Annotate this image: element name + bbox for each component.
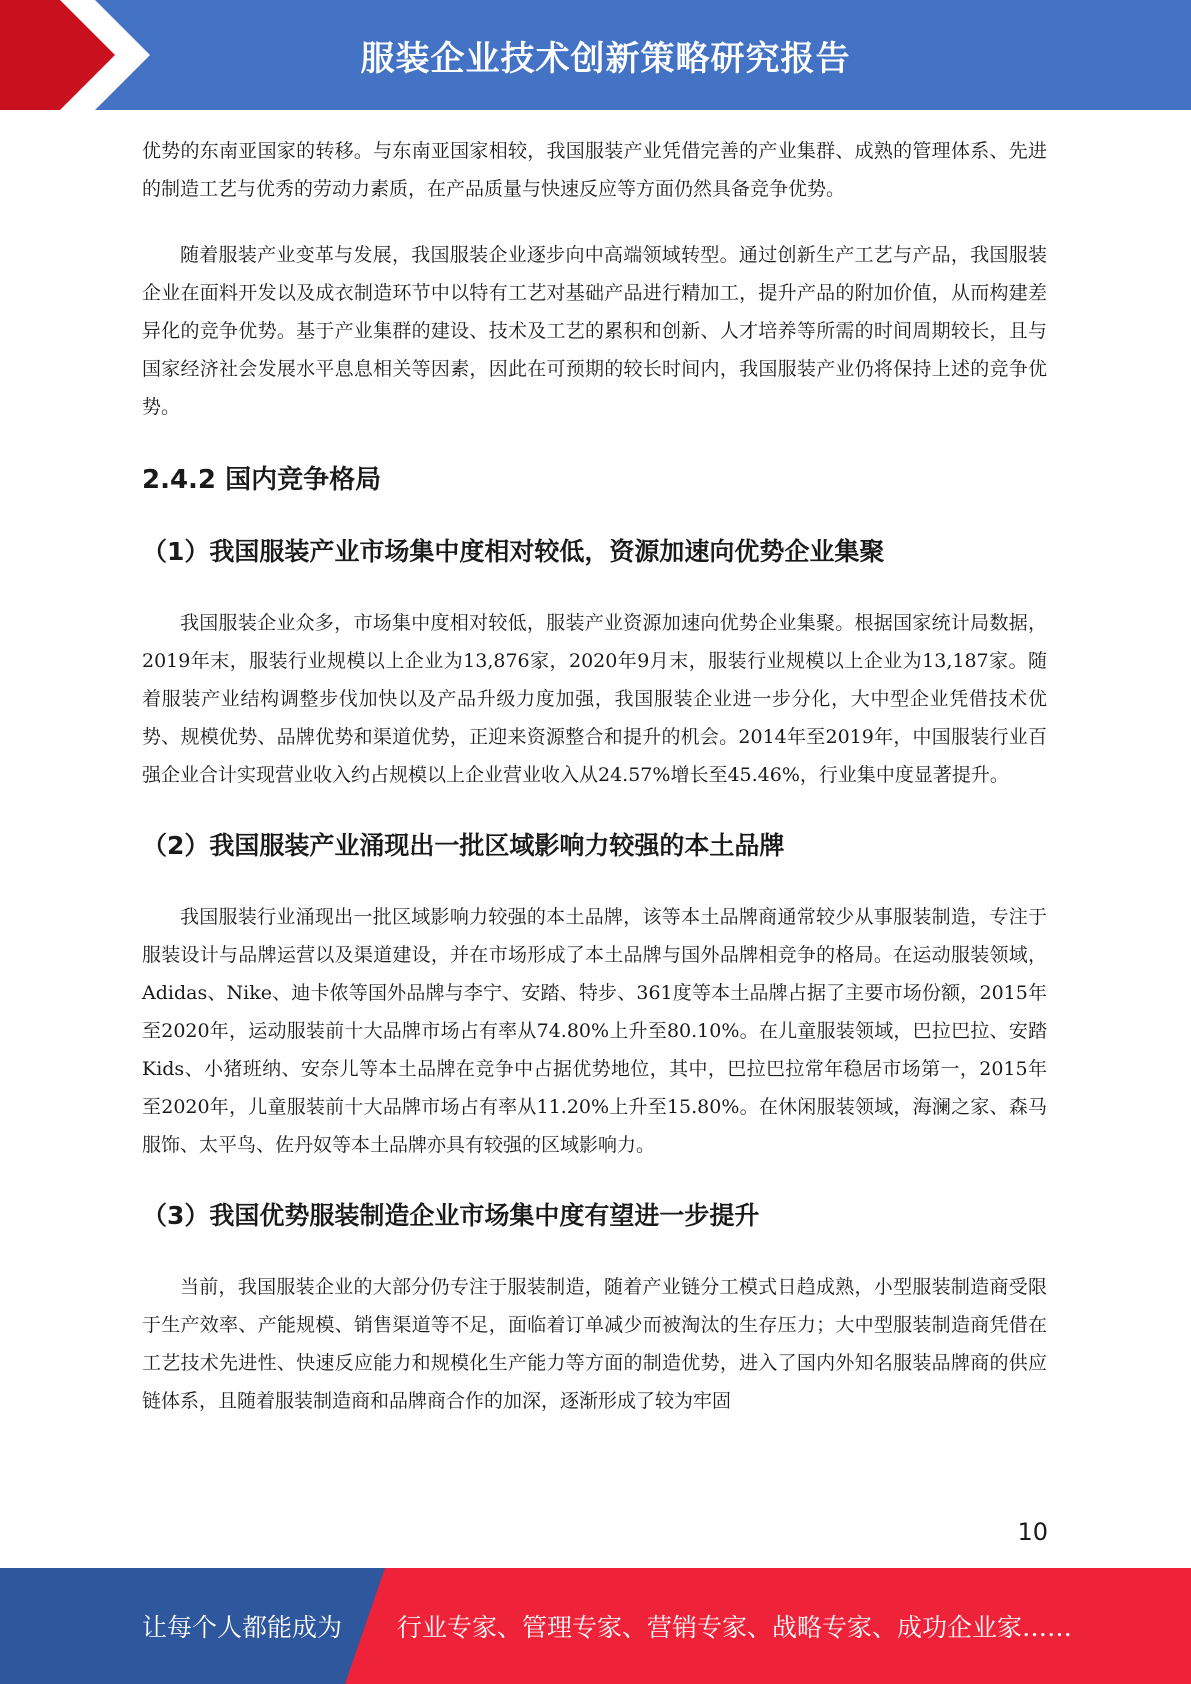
page-footer [0,1568,1191,1684]
document-title: 服装企业技术创新策略研究报告 [360,38,851,79]
paragraph-intro-2: 随着服装产业变革与发展，我国服装企业逐步向中高端领域转型。通过创新生产工艺与产品，我国服装企业在面料开发以及成衣制造环节中以特有工艺对基础产品进行精加工，提升产品的附加价值，从而构建差异化的竞争优势。基于产业集群的建设、技术及工艺的累积和创新、人才培养等所需的时间周期较长，且与国家经济社会发展水平息息相关等因素，因此在可预期的较长时间内，我国服装产业仍将保持上述的竞争优势。 [142,244,1047,418]
subsection-heading-2: （2）我国服装产业涌现出一批区域影响力较强的本土品牌 [142,831,785,860]
page-number: 10 [1017,1518,1048,1546]
footer-slogan-right: 行业专家、管理专家、营销专家、战略专家、成功企业家…… [397,1613,1073,1642]
paragraph-intro-1: 优势的东南亚国家的转移。与东南亚国家相较，我国服装产业凭借完善的产业集群、成熟的管理体系、先进的制造工艺与优秀的劳动力素质，在产品质量与快速反应等方面仍然具备竞争优势。 [142,140,1047,200]
subsection-body-2: 我国服装行业涌现出一批区域影响力较强的本土品牌，该等本土品牌商通常较少从事服装制造，专注于服装设计与品牌运营以及渠道建设，并在市场形成了本土品牌与国外品牌相竞争的格局。在运动服装领域，Adidas、Nike、迪卡侬等国外品牌与李宁、安踏、特步、361度等本土品牌占据了主要市场份额，2015年至2020年，运动服装前十大品牌市场占有率从74.80%上升至80.10%。在儿童服装领域，巴拉巴拉、安踏Kids、小猪班纳、安奈儿等本土品牌在竞争中占据优势地位，其中，巴拉巴拉常年稳居市场第一，2015年至2020年，儿童服装前十大品牌市场占有率从11.20%上升至15.80%。在休闲服装领域，海澜之家、森马服饰、太平鸟、佐丹奴等本土品牌亦具有较强的区域影响力。 [142,906,1047,1156]
page-header [0,0,1191,110]
section-heading: 2.4.2 国内竞争格局 [142,465,382,495]
subsection-heading-1: （1）我国服装产业市场集中度相对较低，资源加速向优势企业集聚 [142,537,885,566]
subsection-heading-3: （3）我国优势服装制造企业市场集中度有望进一步提升 [142,1201,760,1230]
page-body [142,132,1047,1420]
subsection-body-3: 当前，我国服装企业的大部分仍专注于服装制造，随着产业链分工模式日趋成熟，小型服装制造商受限于生产效率、产能规模、销售渠道等不足，面临着订单减少而被淘汰的生存压力；大中型服装制造商凭借在工艺技术先进性、快速反应能力和规模化生产能力等方面的制造优势，进入了国内外知名服装品牌商的供应链体系，且随着服装制造商和品牌商合作的加深，逐渐形成了较为牢固 [142,1276,1047,1412]
subsection-body-1: 我国服装企业众多，市场集中度相对较低，服装产业资源加速向优势企业集聚。根据国家统计局数据，2019年末，服装行业规模以上企业为13,876家，2020年9月末，服装行业规模以上企业为13,187家。随着服装产业结构调整步伐加快以及产品升级力度加强，我国服装企业进一步分化，大中型企业凭借技术优势、规模优势、品牌优势和渠道优势，正迎来资源整合和提升的机会。2014年至2019年，中国服装行业百强企业合计实现营业收入约占规模以上企业营业收入从24.57%增长至45.46%，行业集中度显著提升。 [142,612,1047,786]
footer-slogan-left: 让每个人都能成为 [142,1613,343,1642]
